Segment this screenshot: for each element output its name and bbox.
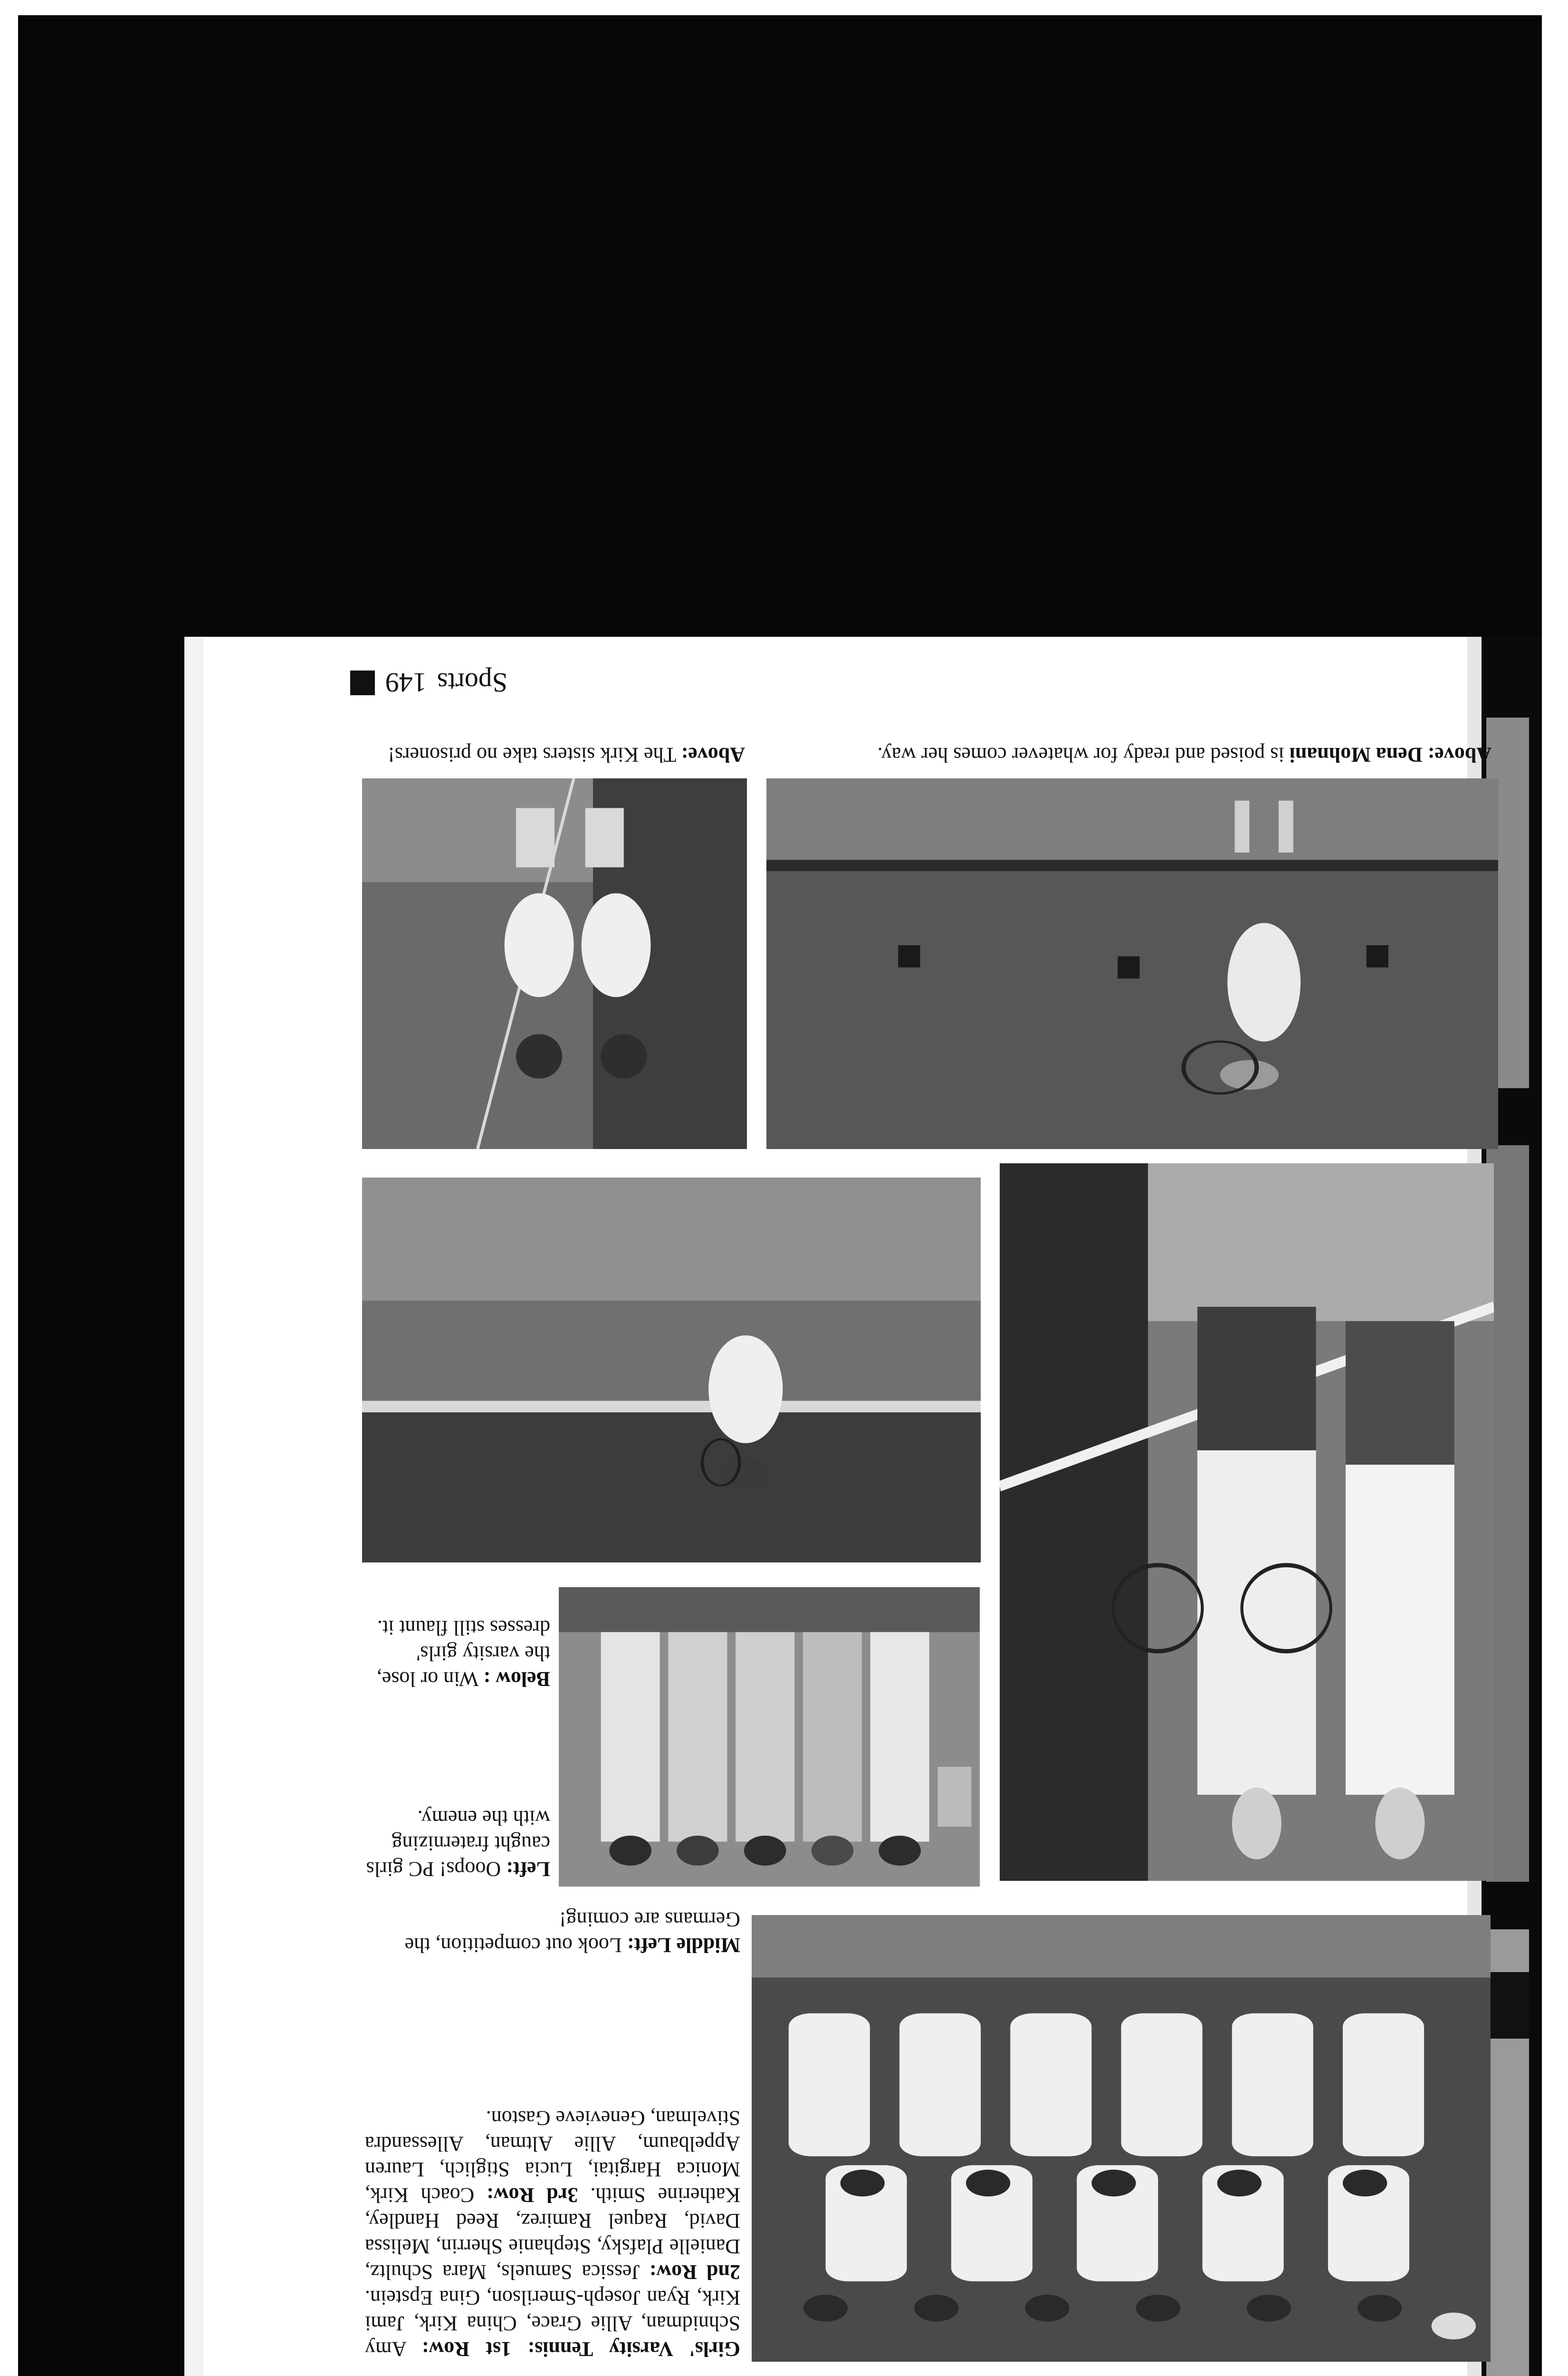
caption-row1: Amy Schnidman, Allie Grace, China Kirk, Jami Kirk, Ryan Joseph-Smerilson, Gina Epstein. [365,2286,740,2361]
caption-left [365,1772,550,1882]
caption-label: Left: [506,1858,550,1881]
caption-text: is poised and ready for whatever comes her way. [877,743,1284,766]
caption-name: Dena Mohnani [1289,743,1423,766]
caption-title: Girls' Varsity Tennis: [527,2338,740,2361]
caption-text: Win or lose, the varsity girls' dresses still flaunt it. [376,1616,550,1691]
caption-text: The Kirk sisters take no prisoners! [388,743,677,766]
photo-team [752,1915,1491,2362]
photo-two-players-rackets [1000,1163,1494,1881]
caption-row3-label: 3rd Row: [487,2184,578,2207]
scan-background [18,15,1542,2376]
caption-label: Below : [483,1667,550,1691]
caption-text: Ooops! PC girls caught fraternizing with the enemy. [366,1806,550,1881]
page-edge-left [184,637,203,2376]
caption-row2: Jessica Samuels, Mara Schultz, Danielle Plafsky, Stephanie Sherrin, Melissa David, Raquel Ramirez, Reed Handley, Katherine Smith. [365,2184,740,2284]
caption-row2-label: 2nd Row: [649,2261,740,2284]
folio-number: 149 [385,667,427,699]
photo-kirk-sisters [362,778,747,1149]
caption-label: Above: [1427,743,1492,766]
caption-above-kirk [365,739,745,767]
caption-label: Above: [681,743,745,766]
caption-text: Look out competition, the Germans are coming! [404,1908,740,1957]
caption-middle-left [365,1901,740,1958]
photo-girls-with-opponents [559,1587,980,1887]
caption-above-dena [772,739,1492,767]
photo-player-at-net [362,1178,981,1562]
caption-label: Middle Left: [627,1934,740,1957]
page-folio [260,666,507,699]
folio-square-icon [350,671,375,695]
yearbook-page [184,637,1542,2376]
caption-below [365,1582,550,1692]
caption-row1-label: 1st Row: [421,2338,512,2361]
caption-row3: Coach Kirk, Monica Hargitai, Lucia Stiglich, Lauren Appelbaum, Allie Altman, Allessandra Stivelman, Genevieve Gaston. [364,2107,740,2207]
photo-dena-mohnani [766,778,1498,1149]
folio-section: Sports [437,667,507,699]
caption-team-roster [365,1982,740,2362]
